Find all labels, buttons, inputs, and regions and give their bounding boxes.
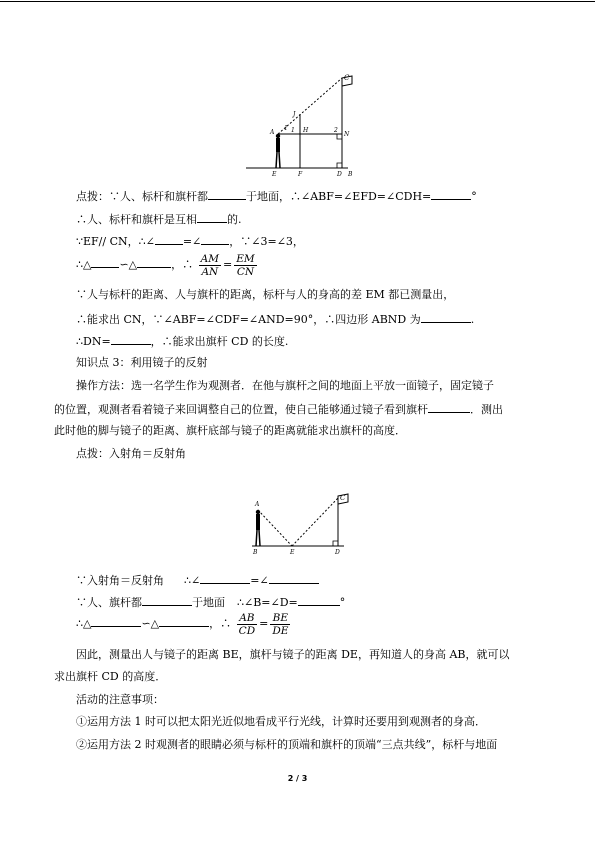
person-figure <box>256 510 260 546</box>
label-2: 2 <box>334 127 338 134</box>
reflection-ray-in <box>258 510 292 546</box>
label-a: A <box>270 129 275 136</box>
fraction-am-an: $\frac{AM}{AN}$ <box>200 252 219 278</box>
text-line: 操作方法：选一名学生作为观测者．在他与旗杆之间的地面上平放一面镜子，固定镜子 <box>76 379 494 392</box>
text-line: ∵人、旗杆都 于地面 ∴∠B=∠D= ° <box>76 596 346 609</box>
label-c: C <box>340 494 346 502</box>
fraction-ab-cd: $\frac{AB}{CD}$ <box>238 611 256 637</box>
text-line: ∴DN= ，∴能求出旗杆 CD 的长度. <box>76 335 289 348</box>
text-line: ①运用方法 1 时可以把太阳光近似地看成平行光线，计算时还要用到观测者的身高． <box>76 715 486 728</box>
label-d: D <box>335 549 340 556</box>
text-line: ∴能求出 CN，∵∠ABF=∠CDF=∠AND=90°，∴四边形 ABND 为 . <box>76 313 475 326</box>
figure-flagpole-marker <box>240 72 360 180</box>
fraction-em-cn: $\frac{EM}{CN}$ <box>236 252 255 278</box>
page-number: 2 / 3 <box>287 774 308 783</box>
reflection-ray-out <box>292 498 338 546</box>
label-b: B <box>253 549 258 556</box>
label-h: H <box>303 127 309 134</box>
label-n: N <box>344 131 350 138</box>
text-line: 求出旗杆 CD 的高度． <box>54 670 167 683</box>
label-3: 1 <box>284 125 288 132</box>
label-f: F <box>298 171 303 178</box>
text-line: ∵入射角＝反射角 ∴∠ =∠ <box>0 572 595 588</box>
label-a: A <box>255 501 260 508</box>
text-line: ∴△ ∽△ ，∴ $\frac{AM}{AN}$ = $\frac{EM}{CN}$ <box>76 252 255 278</box>
text-line: 点拨：入射角＝反射角 <box>76 447 186 460</box>
fraction-be-de: $\frac{BE}{DE}$ <box>272 611 289 637</box>
text-line: ②运用方法 2 时观测者的眼睛必须与标杆的顶端和旗杆的顶端“三点共线”，标杆与地面 <box>76 738 498 751</box>
person-figure <box>276 134 280 168</box>
label-e: E <box>272 171 277 178</box>
text-line: ∵EF// CN，∴∠ =∠ ，∵∠3=∠3， <box>76 235 304 248</box>
text-line: 此时他的脚与镜子的距离、旗杆底部与镜子的距离就能求出旗杆的高度． <box>54 424 406 437</box>
text-line: ∴人、标杆和旗杆是互相 的. <box>76 213 242 226</box>
text-line: ∴△ ∽△ ，∴ $\frac{AB}{CD}$ = $\frac{BE}{DE}$ <box>76 611 289 637</box>
label-e: E <box>290 549 295 556</box>
label-d: D <box>337 171 342 178</box>
label-b: B <box>348 171 353 178</box>
text-line: 活动的注意事项： <box>76 693 164 706</box>
text-line: 因此，测量出人与镜子的距离 BE，旗杆与镜子的距离 DE，再知道人的身高 AB，就可以 <box>76 648 510 661</box>
text-line: ∵人与标杆的距离、人与旗杆的距离，标杆与人的身高的差 EM 都已测量出， <box>76 288 455 301</box>
figure-mirror-reflection <box>248 492 368 558</box>
label-j: J <box>293 111 296 118</box>
label-1: 1 <box>291 127 295 134</box>
text-line: 点拨：∵人、标杆和旗杆都 于地面，∴∠ABF=∠EFD=∠CDH= ° <box>76 190 477 203</box>
section-heading: 知识点 3：利用镜子的反射 <box>76 356 208 369</box>
label-c: C <box>344 74 350 82</box>
text-line: 的位置，观测者看着镜子来回调整自己的位置，使自己能够通过镜子看到旗杆 ．测出 <box>54 403 503 416</box>
header-rule <box>0 1 595 2</box>
